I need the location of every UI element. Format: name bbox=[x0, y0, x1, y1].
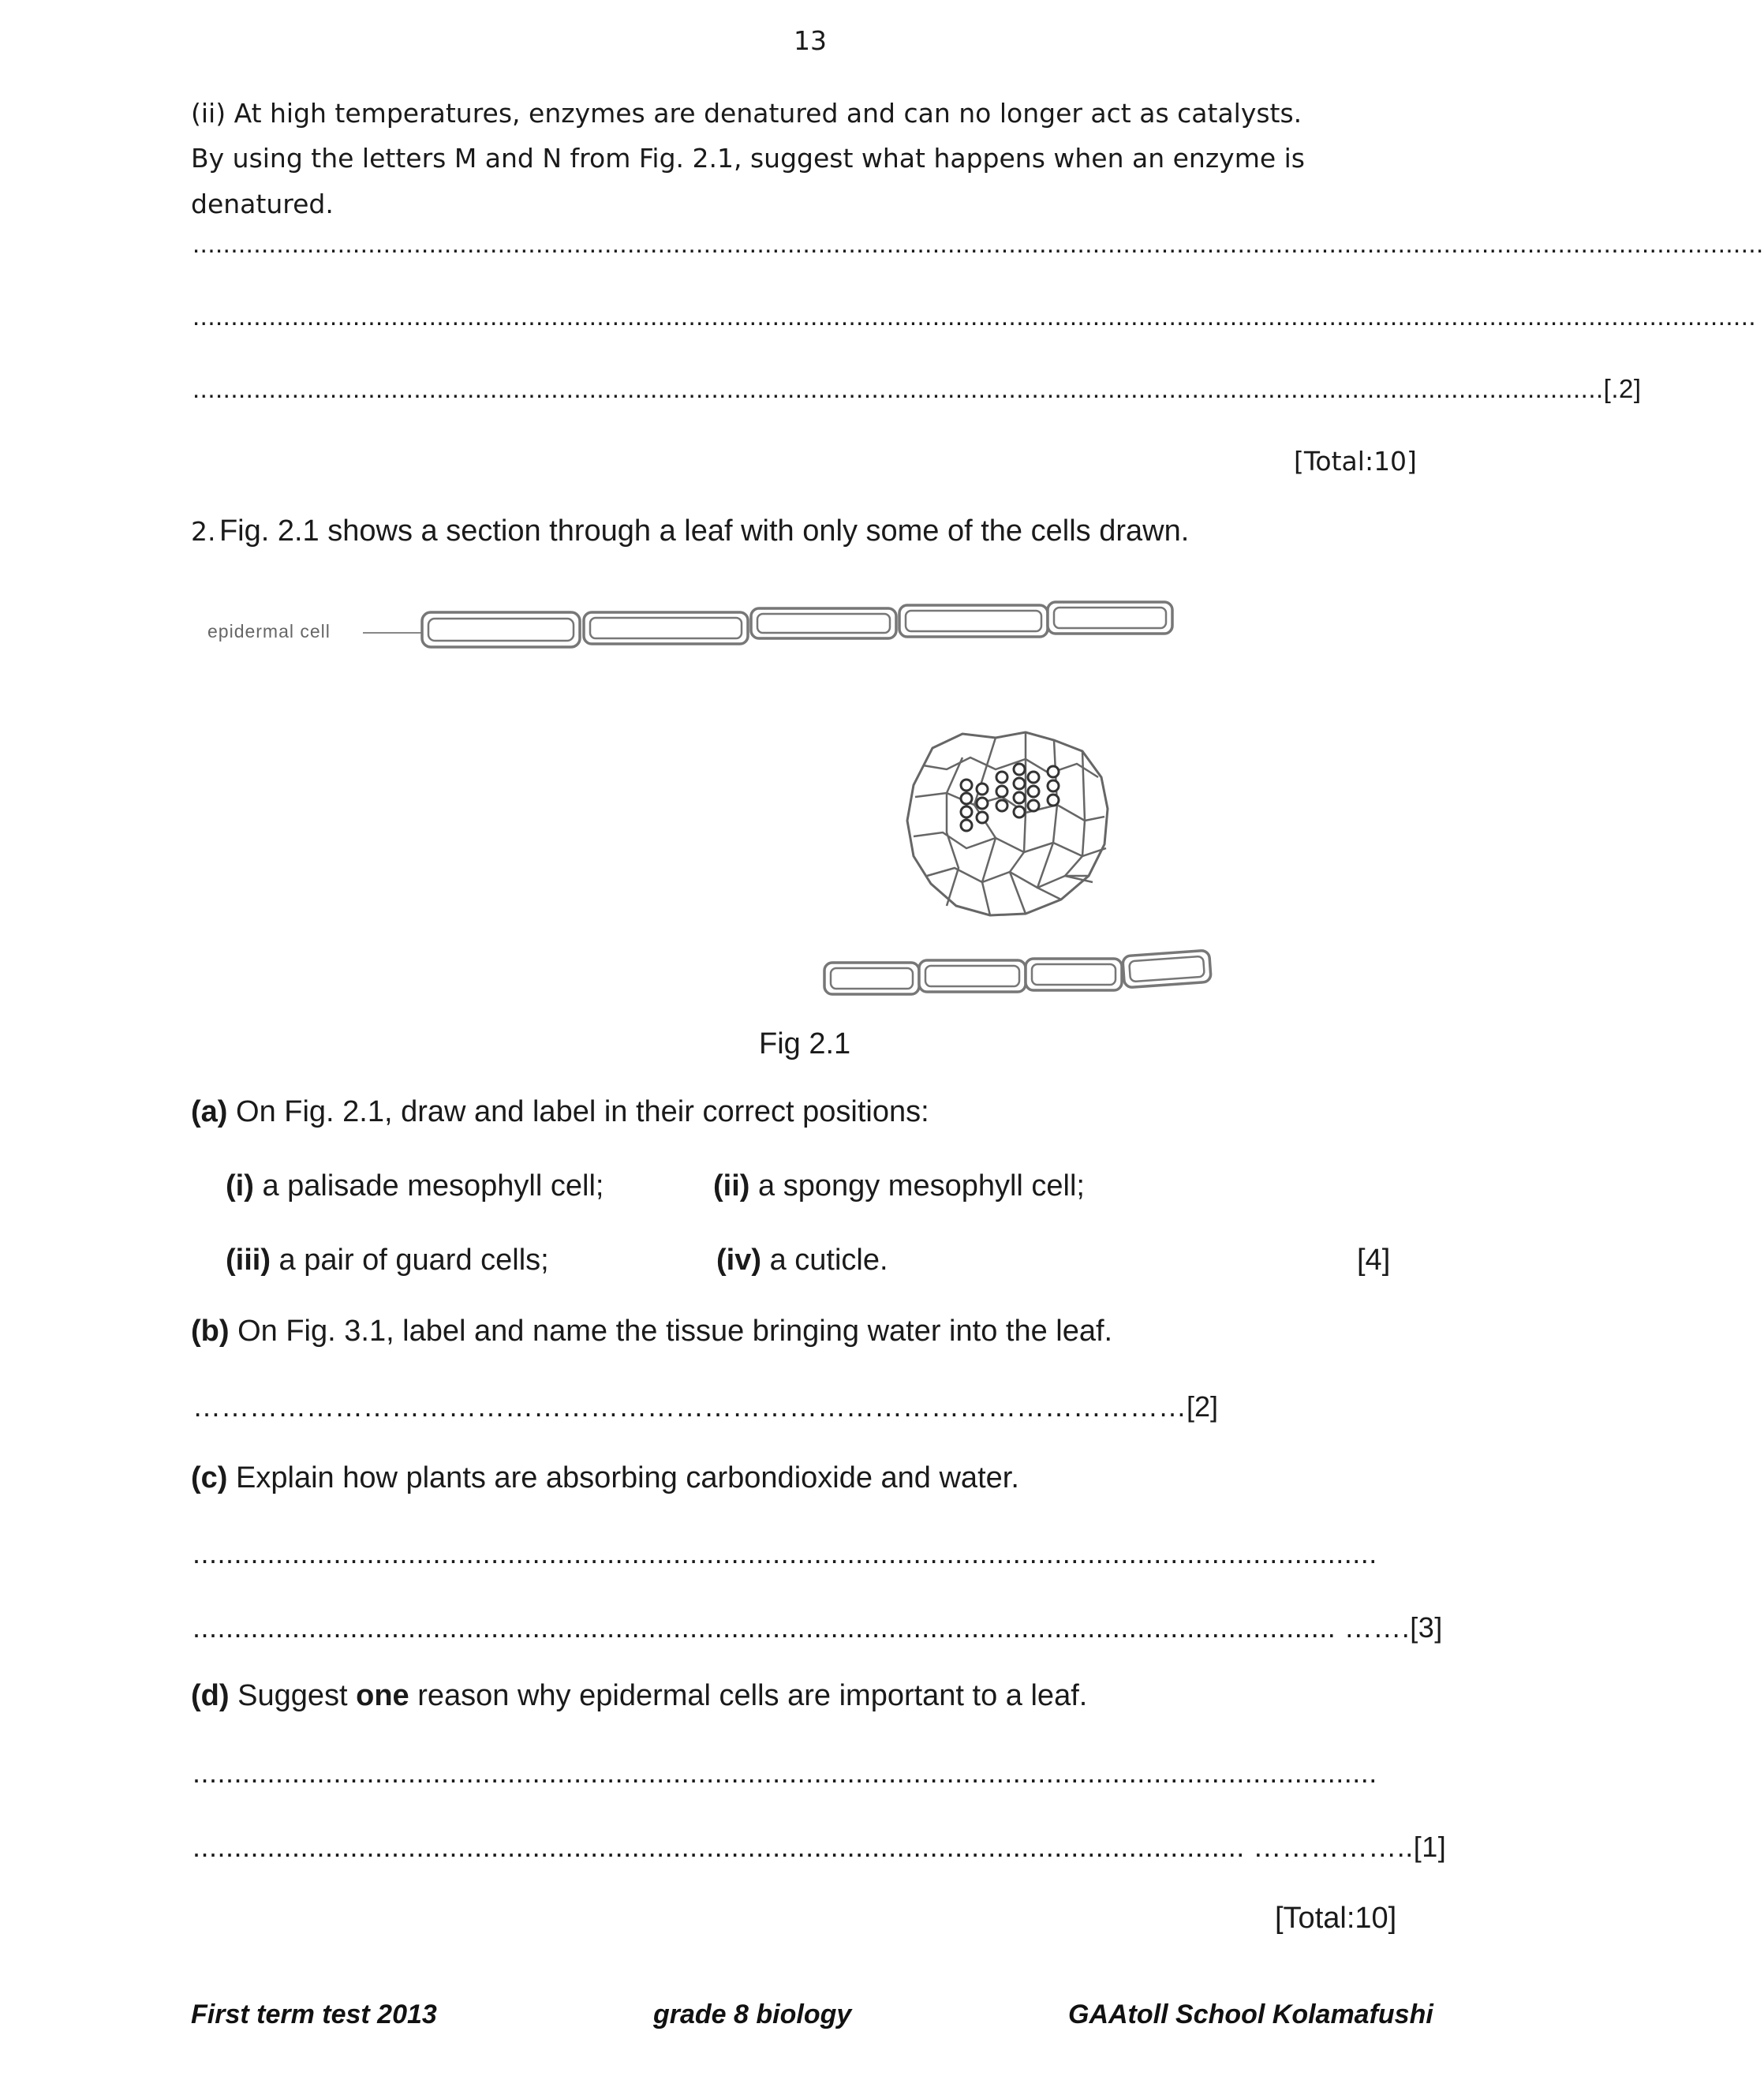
upper-epidermis bbox=[422, 602, 1172, 647]
part-text: reason why epidermal cells are important to a leaf. bbox=[417, 1679, 1088, 1712]
xylem-vessel bbox=[996, 772, 1007, 783]
question-text: Fig. 2.1 shows a section through a leaf with only some of the cells drawn. bbox=[219, 514, 1190, 548]
question-2a-iii bbox=[226, 1244, 549, 1277]
part-text: On Fig. 2.1, draw and label in their correct positions: bbox=[236, 1095, 929, 1128]
question-2c bbox=[191, 1461, 1019, 1495]
sub-label: (iv) bbox=[716, 1244, 761, 1277]
sub-text: a cuticle. bbox=[769, 1244, 888, 1277]
xylem-vessel bbox=[996, 786, 1007, 797]
epidermal-cell-inner bbox=[1032, 964, 1116, 985]
sub-text: a pair of guard cells; bbox=[278, 1244, 549, 1277]
total-marks: [Total:10] bbox=[1275, 1902, 1397, 1935]
part-label: (c) bbox=[191, 1461, 228, 1494]
bundle-outline bbox=[907, 732, 1108, 915]
sub-text: a spongy mesophyll cell; bbox=[758, 1169, 1085, 1203]
xylem-vessel bbox=[961, 793, 972, 804]
question-2a bbox=[191, 1095, 929, 1129]
answer-line[interactable]: .............................................................................................................................................................................................................. bbox=[192, 229, 1764, 258]
part-label: (a) bbox=[191, 1095, 228, 1128]
xylem-vessel bbox=[1028, 800, 1039, 811]
xylem-vessel bbox=[1048, 780, 1059, 791]
epidermal-cell-inner bbox=[428, 619, 574, 641]
total-marks: [Total:10] bbox=[1294, 446, 1417, 477]
xylem-vessel bbox=[1048, 795, 1059, 806]
sub-label: (iii) bbox=[226, 1244, 271, 1277]
answer-line-marks[interactable]: ............................................................................................................................... ……………..[1] bbox=[192, 1831, 1447, 1863]
xylem-vessel bbox=[1014, 792, 1025, 803]
prev-question-line2: By using the letters M and N from Fig. 2.1, suggest what happens when an enzyme is bbox=[191, 143, 1305, 174]
prev-question-line1: (ii) At high temperatures, enzymes are denatured and can no longer act as catalysts. bbox=[191, 98, 1302, 129]
question-2b bbox=[191, 1315, 1112, 1348]
footer-right: GAAtoll School Kolamafushi bbox=[1068, 1999, 1433, 2029]
prev-question-line3: denatured. bbox=[191, 189, 334, 219]
page-number: 13 bbox=[794, 25, 827, 56]
epidermal-cell-inner bbox=[925, 966, 1019, 986]
part-label: (b) bbox=[191, 1315, 230, 1348]
answer-line[interactable]: ............................................................................................................................................... bbox=[192, 1537, 1377, 1569]
epidermal-cell-inner bbox=[1054, 608, 1166, 628]
xylem-vessel bbox=[961, 780, 972, 791]
epidermal-cell-inner bbox=[831, 968, 913, 989]
xylem-vessel bbox=[977, 784, 988, 795]
epidermal-cell-label: epidermal cell bbox=[207, 621, 331, 642]
footer-center: grade 8 biology bbox=[653, 1999, 852, 2029]
xylem-vessel bbox=[1014, 764, 1025, 775]
epidermal-cell-inner bbox=[906, 611, 1041, 631]
lower-epidermis bbox=[824, 950, 1211, 994]
xylem-vessel bbox=[996, 800, 1007, 811]
part-text: Suggest bbox=[237, 1679, 348, 1712]
footer-left: First term test 2013 bbox=[191, 1999, 437, 2029]
vascular-bundle bbox=[907, 732, 1108, 915]
xylem-vessel bbox=[977, 798, 988, 809]
sub-label: (i) bbox=[226, 1169, 254, 1203]
leaf-section-figure bbox=[0, 0, 1764, 1026]
question-2d bbox=[191, 1679, 1087, 1713]
xylem-vessel bbox=[961, 820, 972, 831]
answer-line[interactable]: ............................................................................................................................................... bbox=[192, 1756, 1377, 1789]
figure-caption: Fig 2.1 bbox=[759, 1027, 851, 1060]
xylem-vessel bbox=[1048, 766, 1059, 777]
marks: [4] bbox=[1357, 1244, 1391, 1277]
answer-line-marks[interactable]: ……………………………………………………………………………………………[2] bbox=[192, 1390, 1219, 1423]
xylem-vessel bbox=[1014, 806, 1025, 817]
part-text: Explain how plants are absorbing carbondioxide and water. bbox=[236, 1461, 1019, 1494]
epidermal-cell-inner bbox=[1129, 956, 1205, 982]
question-2a-iv bbox=[716, 1244, 888, 1277]
part-text: On Fig. 3.1, label and name the tissue bringing water into the leaf. bbox=[237, 1315, 1113, 1348]
question-number: 2. bbox=[191, 516, 216, 547]
xylem-vessel bbox=[961, 806, 972, 817]
sub-text: a palisade mesophyll cell; bbox=[262, 1169, 604, 1203]
question-2a-ii bbox=[713, 1169, 1085, 1203]
epidermal-cell-inner bbox=[757, 614, 890, 633]
epidermal-cell-inner bbox=[590, 618, 742, 638]
xylem-vessel bbox=[1014, 778, 1025, 789]
sub-label: (ii) bbox=[713, 1169, 750, 1203]
xylem-vessel bbox=[1028, 786, 1039, 797]
xylem-vessel bbox=[1028, 772, 1039, 783]
answer-line-marks[interactable]: .......................................................................................................................................... …….[3] bbox=[192, 1611, 1443, 1644]
xylem-vessel bbox=[977, 812, 988, 823]
answer-line-marks[interactable]: .........................................................................................................................................................................................[.2] bbox=[192, 374, 1642, 403]
emphasis-text: one bbox=[356, 1679, 409, 1712]
question-2a-i bbox=[226, 1169, 604, 1203]
answer-line[interactable]: ............................................................................................................................................................................................................. bbox=[192, 301, 1757, 331]
part-label: (d) bbox=[191, 1679, 230, 1712]
